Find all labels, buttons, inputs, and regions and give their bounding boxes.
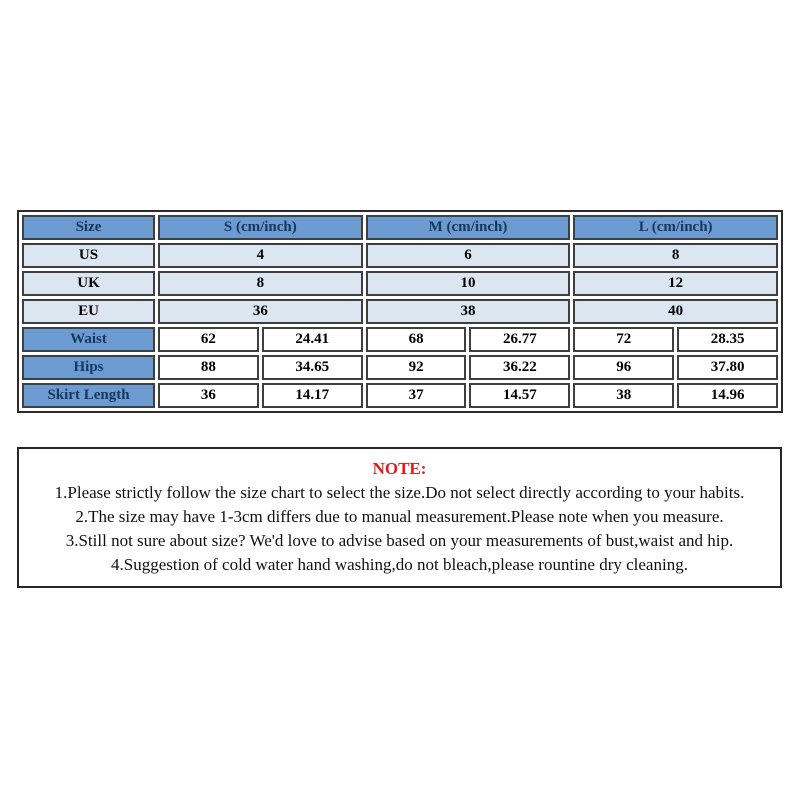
header-cell-size: Size: [22, 215, 155, 240]
value-cell-us-s: 4: [158, 243, 363, 268]
note-line-2: 2.The size may have 1-3cm differs due to manual measurement.Please note when you measure.: [75, 507, 724, 526]
value-cell-hips-s-inch: 34.65: [262, 355, 363, 380]
value-cell-hips-m-cm: 92: [366, 355, 467, 380]
value-cell-skirt-m-cm: 37: [366, 383, 467, 408]
table-row-hips: [22, 355, 778, 380]
row-label-hips: Hips: [22, 355, 155, 380]
row-label-us: US: [22, 243, 155, 268]
row-label-eu: EU: [22, 299, 155, 324]
value-cell-us-m: 6: [366, 243, 571, 268]
value-cell-skirt-l-inch: 14.96: [677, 383, 778, 408]
value-cell-waist-s-cm: 62: [158, 327, 259, 352]
note-line-1: 1.Please strictly follow the size chart to select the size.Do not select directly according to your habits.: [54, 483, 745, 502]
header-cell-m: M (cm/inch): [366, 215, 571, 240]
value-cell-hips-s-cm: 88: [158, 355, 259, 380]
value-cell-waist-m-inch: 26.77: [469, 327, 570, 352]
table-row-uk: [22, 271, 778, 296]
value-cell-skirt-m-inch: 14.57: [469, 383, 570, 408]
value-cell-hips-l-inch: 37.80: [677, 355, 778, 380]
value-cell-uk-s: 8: [158, 271, 363, 296]
header-cell-s: S (cm/inch): [158, 215, 363, 240]
table-row-skirt-length: [22, 383, 778, 408]
size-chart-table: [17, 210, 783, 413]
table-row-waist: [22, 327, 778, 352]
value-cell-waist-s-inch: 24.41: [262, 327, 363, 352]
table-row-eu: [22, 299, 778, 324]
value-cell-waist-m-cm: 68: [366, 327, 467, 352]
header-cell-l: L (cm/inch): [573, 215, 778, 240]
value-cell-waist-l-inch: 28.35: [677, 327, 778, 352]
value-cell-hips-m-inch: 36.22: [469, 355, 570, 380]
table-row-us: [22, 243, 778, 268]
row-label-uk: UK: [22, 271, 155, 296]
note-title: NOTE:: [372, 459, 427, 478]
value-cell-skirt-s-inch: 14.17: [262, 383, 363, 408]
value-cell-us-l: 8: [573, 243, 778, 268]
value-cell-uk-l: 12: [573, 271, 778, 296]
value-cell-waist-l-cm: 72: [573, 327, 674, 352]
value-cell-skirt-s-cm: 36: [158, 383, 259, 408]
note-line-4: 4.Suggestion of cold water hand washing,do not bleach,please rountine dry cleaning.: [111, 555, 688, 574]
table-header-row: [22, 215, 778, 240]
value-cell-hips-l-cm: 96: [573, 355, 674, 380]
value-cell-eu-m: 38: [366, 299, 571, 324]
row-label-waist: Waist: [22, 327, 155, 352]
value-cell-eu-l: 40: [573, 299, 778, 324]
value-cell-skirt-l-cm: 38: [573, 383, 674, 408]
value-cell-uk-m: 10: [366, 271, 571, 296]
value-cell-eu-s: 36: [158, 299, 363, 324]
note-line-3: 3.Still not sure about size? We'd love to advise based on your measurements of bust,waist and hip.: [65, 531, 734, 550]
note-box: [17, 447, 782, 588]
row-label-skirt-length: Skirt Length: [22, 383, 155, 408]
